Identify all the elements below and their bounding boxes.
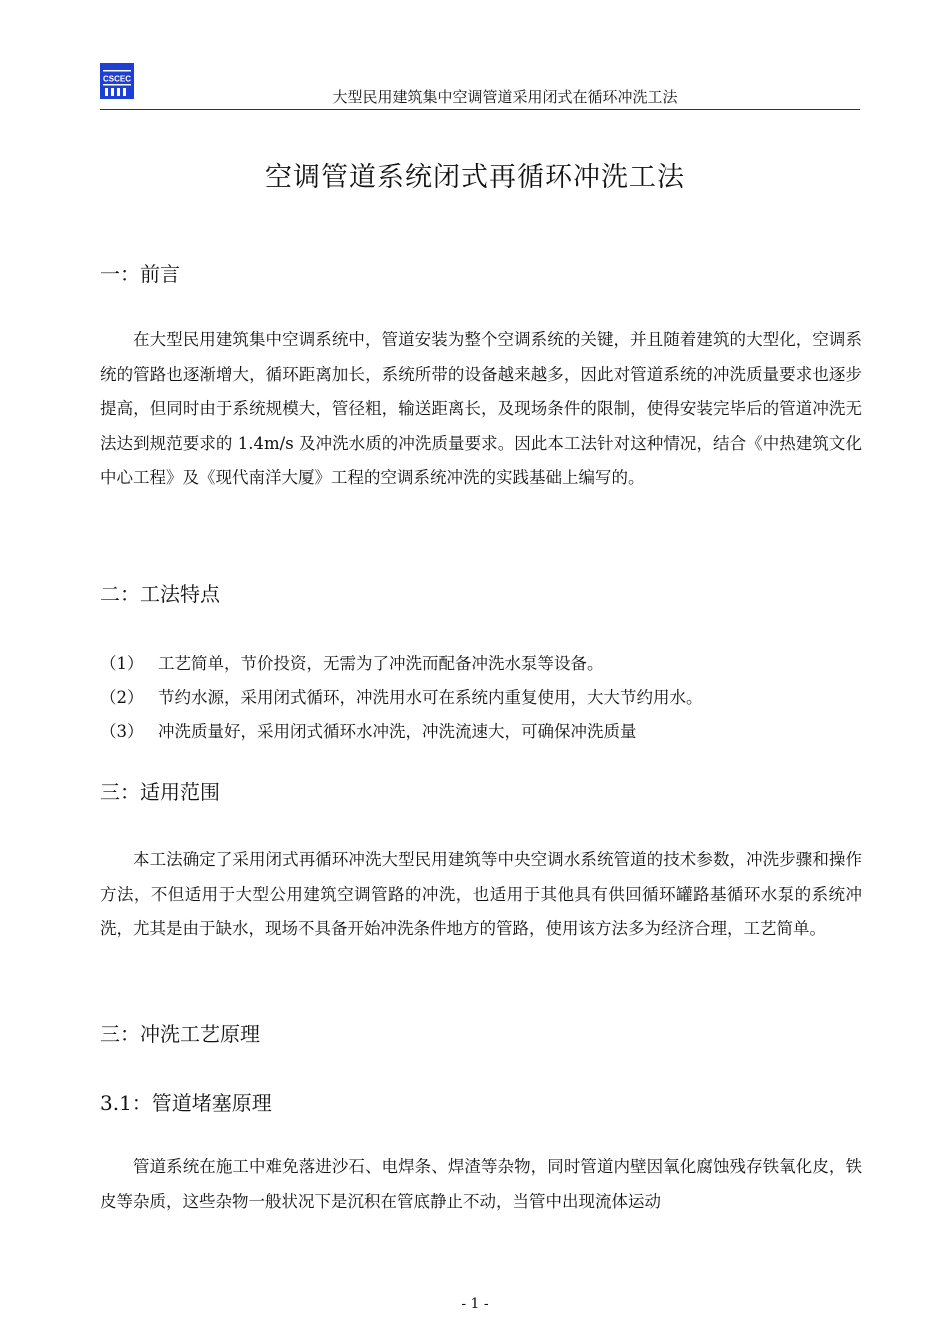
list-item-number: （3） [100, 722, 144, 741]
subsection-heading-blockage: 3.1：管道堵塞原理 [100, 1091, 272, 1115]
list-item [100, 647, 862, 681]
running-header: 大型民用建筑集中空调管道采用闭式在循环冲洗工法 [332, 88, 678, 106]
blockage-paragraph: 管道系统在施工中难免落进沙石、电焊条、焊渣等杂物，同时管道内壁因氧化腐蚀残存铁氧化皮，铁皮等杂质，这些杂物一般状况下是沉积在管底静止不动，当管中出现流体运动 [100, 1157, 862, 1211]
section-heading-scope: 三：适用范围 [100, 780, 220, 804]
section-heading-preface: 一：前言 [100, 262, 180, 286]
header-divider [100, 109, 860, 110]
logo-letters: CSCEC [102, 74, 132, 84]
list-item-number: （2） [100, 688, 144, 707]
section-heading-principle: 三：冲洗工艺原理 [100, 1022, 260, 1046]
section-heading-features: 二：工法特点 [100, 582, 220, 606]
list-item-number: （1） [100, 654, 144, 673]
list-item [100, 715, 862, 749]
preface-paragraph: 在大型民用建筑集中空调系统中，管道安装为整个空调系统的关键，并且随着建筑的大型化，空调系统的管路也逐渐增大，循环距离加长，系统所带的设备越来越多，因此对管道系统的冲洗质量要求也逐步提高，但同时由于系统规模大，管径粗，输送距离长，及现场条件的限制，使得安装完毕后的管道冲洗无法达到规范要求的 1.4m/s 及冲洗水质的冲洗质量要求。因此本工法针对这种情况，结合《中热建筑文化中心工程》及《现代南洋大厦》工程的空调系统冲洗的实践基础上编写的。 [100, 330, 862, 487]
features-list [100, 647, 862, 749]
list-item-text: 工艺简单，节价投资，无需为了冲洗而配备冲洗水泵等设备。 [158, 654, 604, 673]
list-item [100, 681, 862, 715]
list-item-text: 冲洗质量好，采用闭式循环水冲洗，冲洗流速大，可确保冲洗质量 [158, 722, 637, 741]
scope-paragraph: 本工法确定了采用闭式再循环冲洗大型民用建筑等中央空调水系统管道的技术参数，冲洗步骤和操作方法，不但适用于大型公用建筑空调管路的冲洗，也适用于其他具有供回循环罐路基循环水泵的系统冲洗，尤其是由于缺水，现场不具备开始冲洗条件地方的管路，使用该方法多为经济合理，工艺简单。 [100, 850, 862, 938]
page-number: - 1 - [461, 1296, 489, 1312]
list-item-text: 节约水源，采用闭式循环，冲洗用水可在系统内重复使用，大大节约用水。 [158, 688, 703, 707]
document-title: 空调管道系统闭式再循环冲洗工法 [265, 162, 685, 193]
